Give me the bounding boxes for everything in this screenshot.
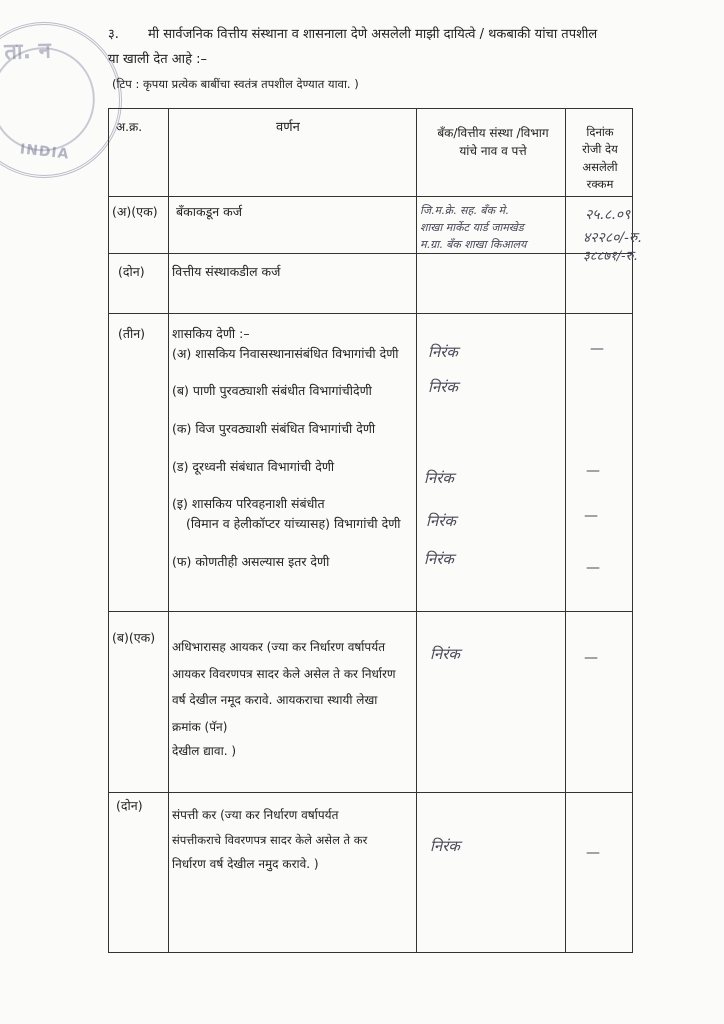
row3-item-e-line1: (इ) शासकिय परिवहनाशी संबंधीत (172, 496, 325, 511)
row3-f-dash: — (586, 560, 600, 576)
table-border-top (108, 108, 633, 109)
header-serial: अ.क्र. (116, 120, 143, 134)
col-divider-1 (168, 108, 169, 953)
row1-bank-hw-1: जि.म.क्रे. सह. बॅंक मे. (420, 204, 509, 217)
row5-dash: — (586, 845, 600, 861)
row5-serial: (दोन) (116, 798, 143, 813)
row3-item-f: (फ) कोणतीही असल्यास इतर देणी (172, 554, 330, 569)
col-divider-3 (565, 108, 566, 953)
row5-nil: निरंक (430, 837, 460, 855)
row3-e-dash: — (584, 508, 598, 524)
row3-item-c: (क) विज पुरवठ्याशी संबंधित विभागांची देणी (172, 421, 376, 436)
row4-line-1: अधिभारासह आयकर (ज्या कर निर्धारण वर्षापर्यत (172, 640, 386, 654)
row3-title: शासकिय देणी :– (172, 326, 250, 341)
row5-line-1: संपत्ती कर (ज्या कर निर्धारण वर्षापर्यत (172, 808, 339, 822)
section-number: ३. (108, 27, 119, 42)
row3-item-a: (अ) शासकिय निवासस्थानासंबंधित विभागांची देणी (172, 346, 399, 361)
table-header-divider (108, 196, 633, 197)
table-border-left (108, 108, 109, 953)
row1-description: बॅंकाकडून कर्ज (176, 204, 243, 219)
row5-line-3: निर्धारण वर्ष देखील नमुद करावे. ) (172, 857, 319, 871)
row2-description: वित्तीय संस्थाकडील कर्ज (172, 264, 281, 279)
row-divider-2 (108, 313, 633, 314)
row-divider-1 (108, 253, 633, 254)
row3-d-nil: निरंक (424, 469, 454, 487)
row3-f-nil: निरंक (424, 550, 454, 568)
heading-line-1: मी सार्वजनिक वित्तीय संस्थाना व शासनाला देणे असलेली माझी दायित्वे / थकबाकी यांचा तपशील (148, 27, 598, 42)
stamp-top-text: ता. न (3, 38, 52, 66)
row1-date-hw: २५.८.०९ (585, 207, 631, 223)
row3-item-b: (ब) पाणी पुरवठ्याशी संबंधीत विभागांचीदेणी (172, 383, 372, 398)
col-divider-2 (416, 108, 417, 953)
row1-bank-hw-2: शाखा मार्केट यार्ड जामखेड (420, 221, 524, 234)
stamp-text: INDIA (19, 141, 71, 163)
row-divider-4 (108, 792, 633, 793)
row3-item-e-line2: (विमान व हेलीकॉप्टर यांच्यासह) विभागांची देणी (186, 516, 401, 531)
row4-serial: (ब)(एक) (112, 630, 156, 645)
row3-item-d: (ड) दूरध्वनी संबंधात विभागांची देणी (172, 459, 335, 474)
row1-amount-hw-1: ४२२८०/-रु. (583, 230, 642, 246)
header-amount: दिनांक रोजी देय असलेली रक्कम (582, 125, 618, 191)
header-description: वर्णन (276, 120, 300, 135)
heading-note: (टिप : कृपया प्रत्येक बाबींचा स्वतंत्र तपशील देण्यात यावा. ) (112, 77, 359, 91)
row4-nil: निरंक (430, 645, 460, 663)
row5-line-2: संपत्तीकराचे विवरणपत्र सादर केले असेल ते कर (172, 833, 368, 847)
heading-line-2: या खाली देत आहे :– (108, 52, 208, 67)
row3-d-dash: — (586, 463, 600, 479)
row3-a-dash: — (590, 341, 604, 357)
row1-serial: (अ)(एक) (112, 204, 158, 219)
row4-dash: — (584, 650, 598, 666)
row4-line-4: क्रमांक (पॅन) (172, 720, 228, 734)
row4-line-3: वर्ष देखील नमूद करावे. आयकराचा स्थायी लेखा (172, 693, 378, 707)
row4-line-5: देखील द्यावा. ) (172, 744, 237, 758)
row1-bank-hw-3: म.ग्रा. बॅंक शाखा किआलय (420, 238, 527, 251)
row3-e-nil: निरंक (426, 512, 456, 530)
row1-amount-hw-2: ३८८७१/-रु. (583, 249, 638, 264)
row3-b-nil: निरंक (428, 378, 458, 396)
row3-a-nil: निरंक (428, 343, 458, 361)
header-bank: बॅंक/वित्तीय संस्था /विभाग यांचे नाव व पत्ते (437, 126, 549, 158)
row2-serial: (दोन) (118, 264, 145, 279)
row4-line-2: आयकर विवरणपत्र सादर केले असेल ते कर निर्धारण (172, 667, 396, 681)
row-divider-3 (108, 611, 633, 612)
row3-serial: (तीन) (118, 326, 146, 341)
table-border-bottom (108, 952, 633, 953)
